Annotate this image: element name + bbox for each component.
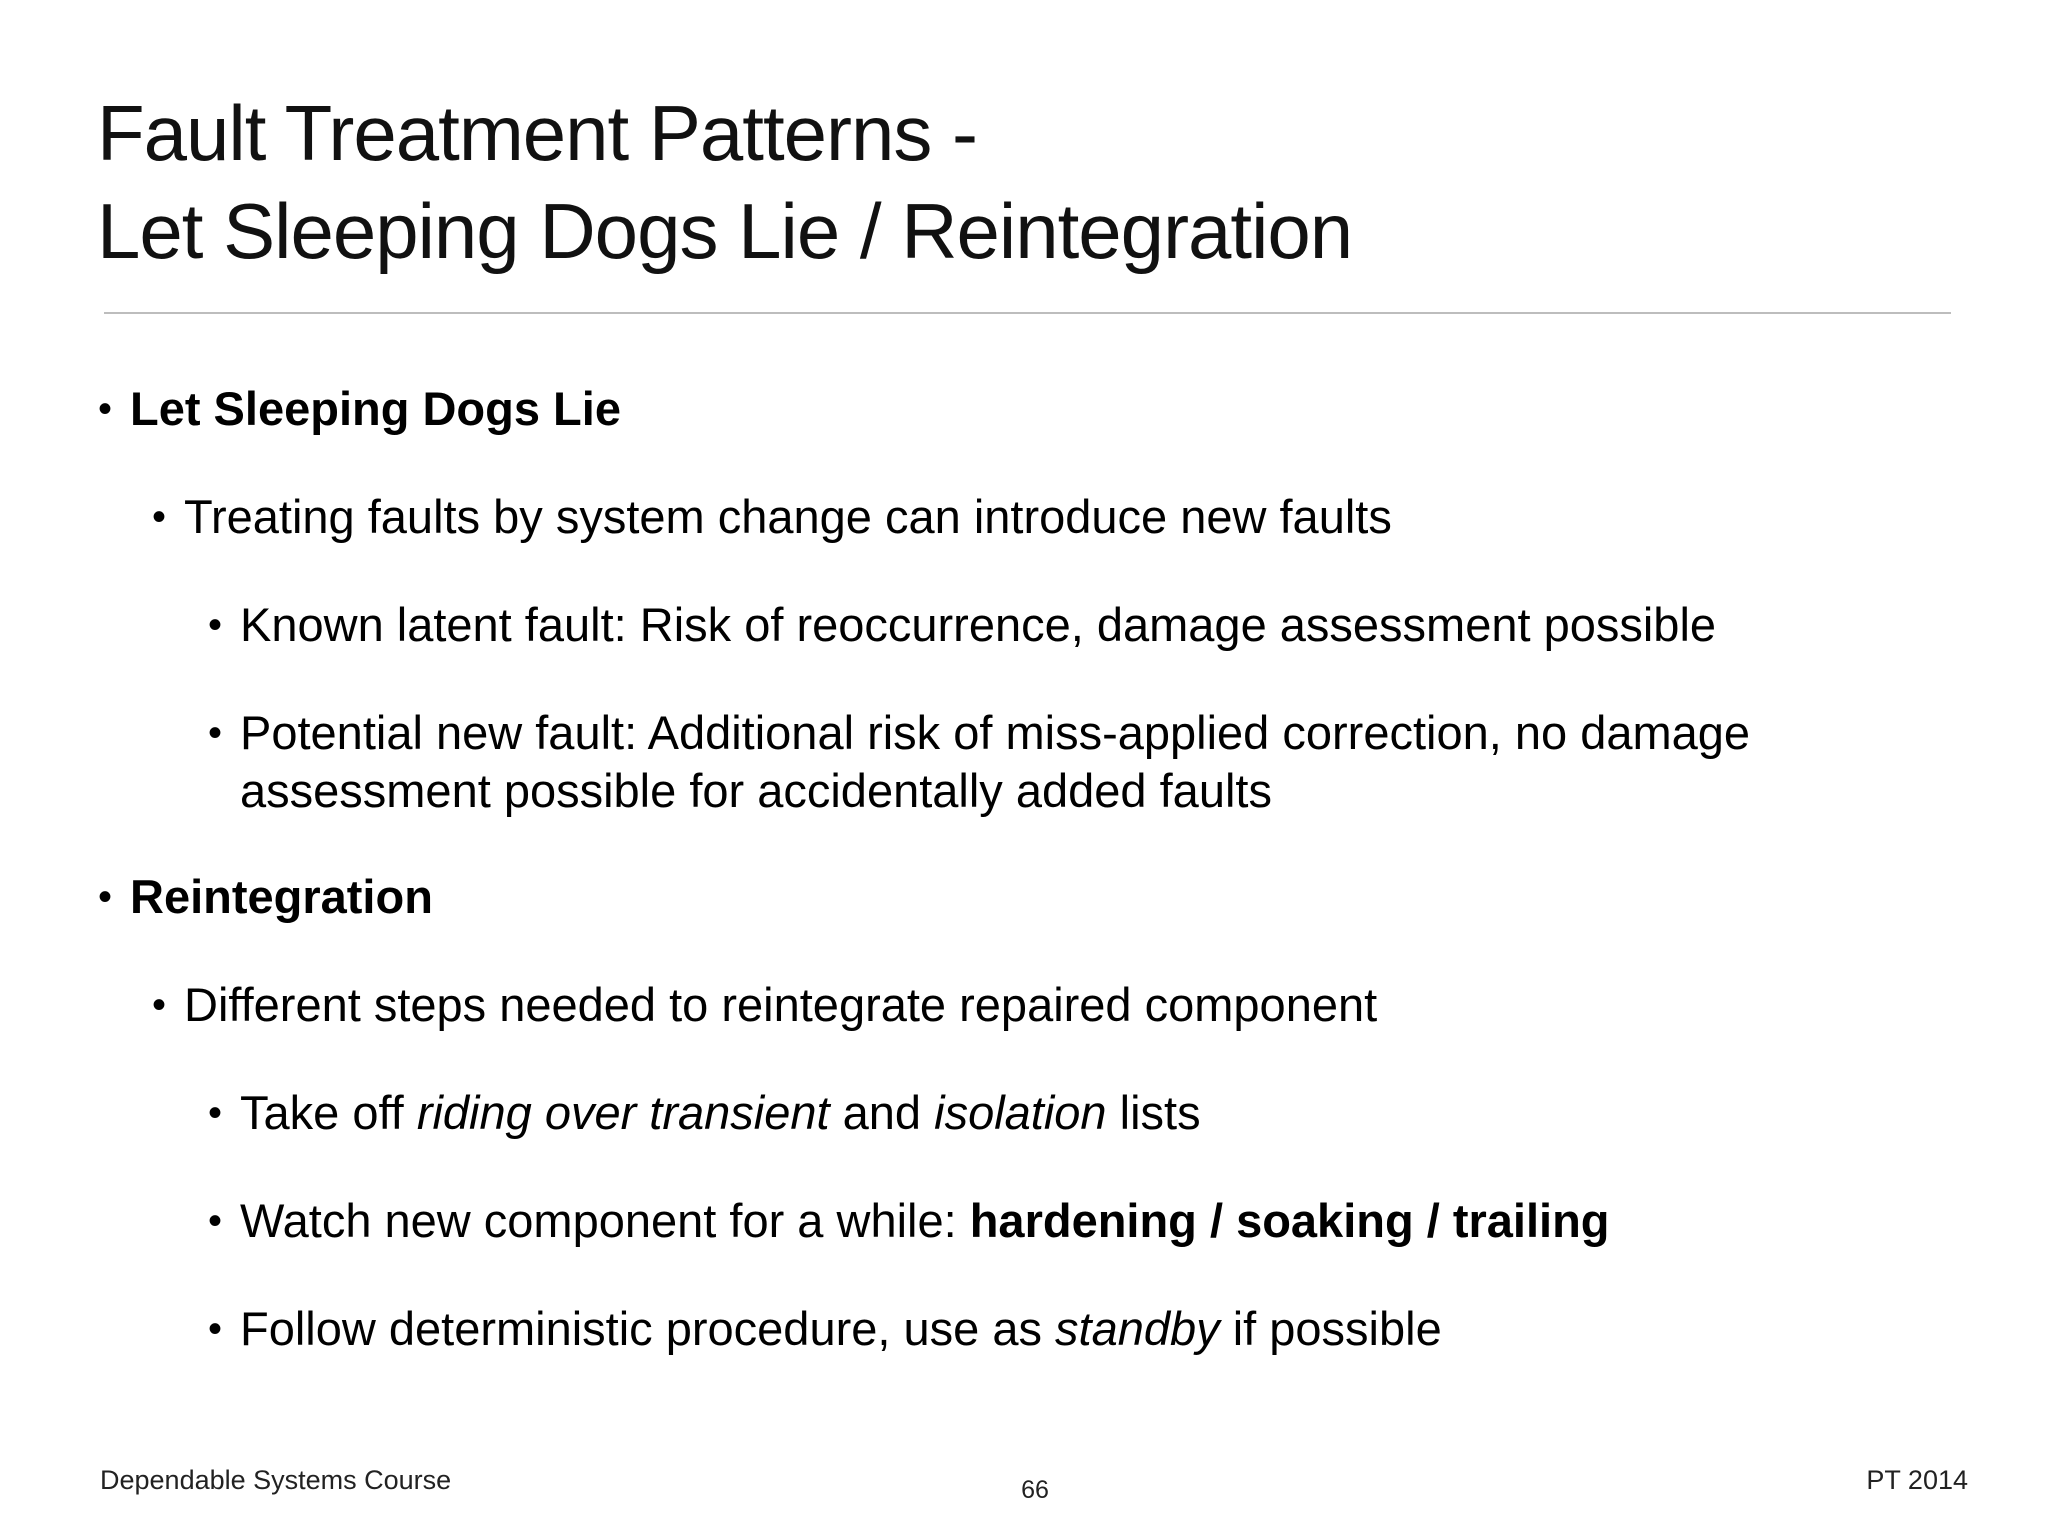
footer-page-number: 66 (1021, 1476, 1049, 1504)
bullet-text (240, 1192, 1860, 1250)
bullet-text-part: Watch new component for a while: (240, 1194, 970, 1247)
bullet-dot: • (208, 1091, 223, 1135)
slide-title-line-2: Let Sleeping Dogs Lie / Reintegration (97, 187, 1353, 275)
bullet-text (130, 868, 433, 926)
bullet-text-part: Let Sleeping Dogs Lie (130, 382, 621, 435)
bullet-text (130, 380, 621, 438)
bullet-level-1 (98, 380, 621, 438)
slide-title-line-1: Fault Treatment Patterns - (97, 89, 978, 177)
bullet-text-part: isolation (934, 1086, 1107, 1139)
title-divider (104, 312, 1951, 314)
bullet-level-2 (152, 488, 1392, 546)
bullet-text-part: standby (1055, 1302, 1220, 1355)
footer-author-year: PT 2014 (1866, 1465, 1968, 1495)
bullet-dot: • (208, 1307, 223, 1351)
bullet-text-part: Reintegration (130, 870, 433, 923)
bullet-text (240, 1084, 1860, 1142)
bullet-text-part: Different steps needed to reintegrate repaired component (184, 978, 1378, 1031)
bullet-text (184, 976, 1377, 1034)
bullet-dot: • (98, 875, 113, 919)
bullet-text-part: and (829, 1086, 935, 1139)
bullet-text-part: riding over transient (416, 1086, 830, 1139)
bullet-level-2 (152, 976, 1378, 1034)
slide-title (97, 84, 1947, 280)
footer-course-name: Dependable Systems Course (100, 1465, 452, 1495)
bullet-text (240, 1300, 1860, 1358)
bullet-text-part: if possible (1219, 1302, 1442, 1355)
bullet-text-part: Potential new fault: Additional risk of miss-applied correction, no damage assessment possible for accidentally added faults (240, 706, 1751, 817)
bullet-text-part: Known latent fault: Risk of reoccurrence, damage assessment possible (240, 598, 1717, 651)
bullet-level-3 (208, 596, 1860, 654)
bullet-text-part: lists (1106, 1086, 1201, 1139)
bullet-level-3 (208, 1300, 1860, 1358)
bullet-text-part: Follow deterministic procedure, use as (240, 1302, 1056, 1355)
bullet-text-part: Take off (240, 1086, 417, 1139)
bullet-text-part: hardening / soaking / trailing (969, 1194, 1610, 1247)
bullet-dot: • (152, 495, 167, 539)
bullet-dot: • (208, 711, 223, 755)
bullet-level-3 (208, 1084, 1860, 1142)
bullet-dot: • (208, 1199, 223, 1243)
bullet-text (240, 704, 1860, 820)
bullet-level-3 (208, 704, 1860, 820)
bullet-dot: • (152, 983, 167, 1027)
bullet-level-3 (208, 1192, 1860, 1250)
bullet-dot: • (98, 387, 113, 431)
bullet-level-1 (98, 868, 433, 926)
bullet-text (184, 488, 1392, 546)
bullet-text-part: Treating faults by system change can introduce new faults (184, 490, 1392, 543)
bullet-text (240, 596, 1860, 654)
bullet-dot: • (208, 603, 223, 647)
